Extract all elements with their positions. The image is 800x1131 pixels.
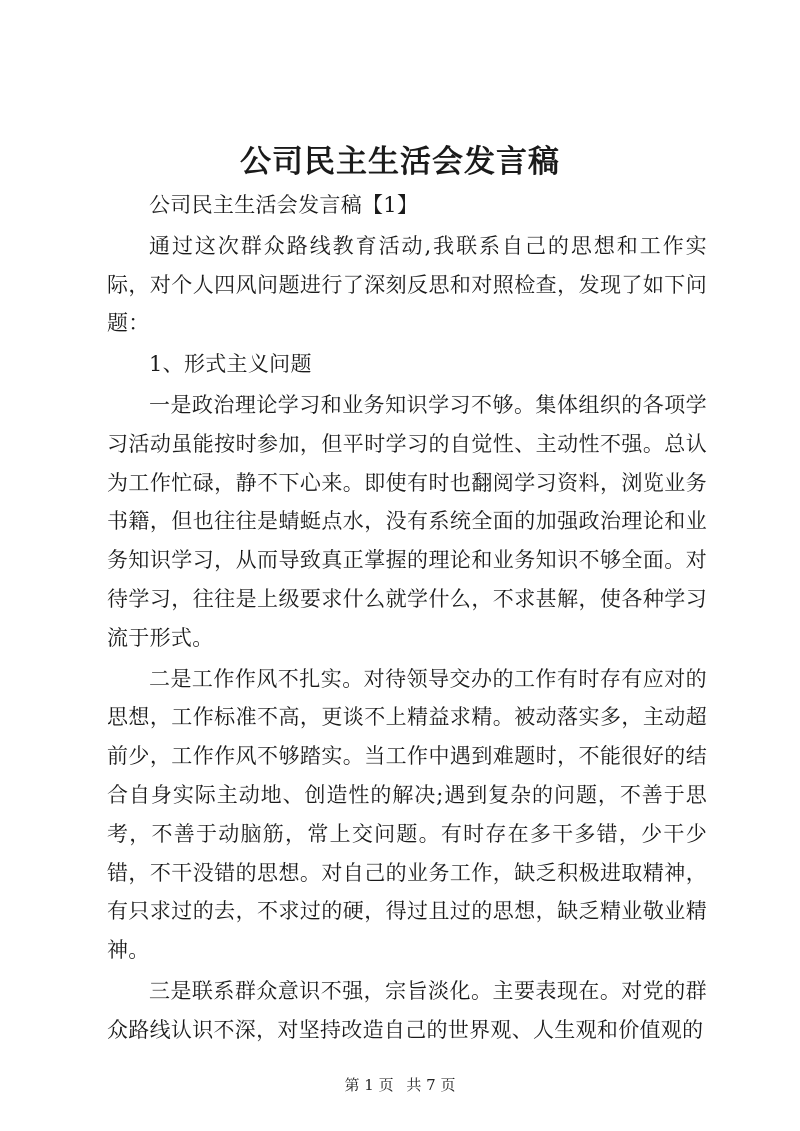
document-body	[107, 186, 707, 1052]
paragraph-intro: 通过这次群众路线教育活动,我联系自己的思想和工作实际，对个人四风问题进行了深刻反思和对照检查，发现了如下问题：	[107, 233, 707, 336]
page-footer	[0, 1074, 800, 1096]
paragraph-point-two: 二是工作作风不扎实。对待领导交办的工作有时存有应对的思想，工作标准不高，更谈不上精益求精。被动落实多，主动超前少，工作作风不够踏实。当工作中遇到难题时，不能很好的结合自身实际主动地、创造性的解决;遇到复杂的问题，不善于思考，不善于动脑筋，常上交问题。有时存在多干多错，少干少错，不干没错的思想。对自己的业务工作，缺乏积极进取精神，有只求过的去，不求过的硬，得过且过的思想，缺乏精业敬业精神。	[107, 666, 707, 963]
document-title: 公司民主生活会发言稿	[240, 144, 560, 180]
paragraph-section-heading: 1、形式主义问题	[149, 352, 312, 377]
paragraph-subtitle: 公司民主生活会发言稿【1】	[149, 193, 419, 217]
page-number: 第 1 页	[344, 1076, 394, 1094]
paragraph-point-three: 三是联系群众意识不强，宗旨淡化。主要表现在。对党的群众路线认识不深，对坚持改造自己的世界观、人生观和价值观的	[107, 978, 707, 1042]
paragraph-point-one: 一是政治理论学习和业务知识学习不够。集体组织的各项学习活动虽能按时参加，但平时学习的自觉性、主动性不强。总认为工作忙碌，静不下心来。即使有时也翻阅学习资料，浏览业务书籍，但也往往是蜻蜓点水，没有系统全面的加强政治理论和业务知识学习，从而导致真正掌握的理论和业务知识不够全面。对待学习，往往是上级要求什么就学什么，不求甚解，使各种学习流于形式。	[107, 392, 707, 650]
page-total: 共 7 页	[406, 1076, 456, 1094]
